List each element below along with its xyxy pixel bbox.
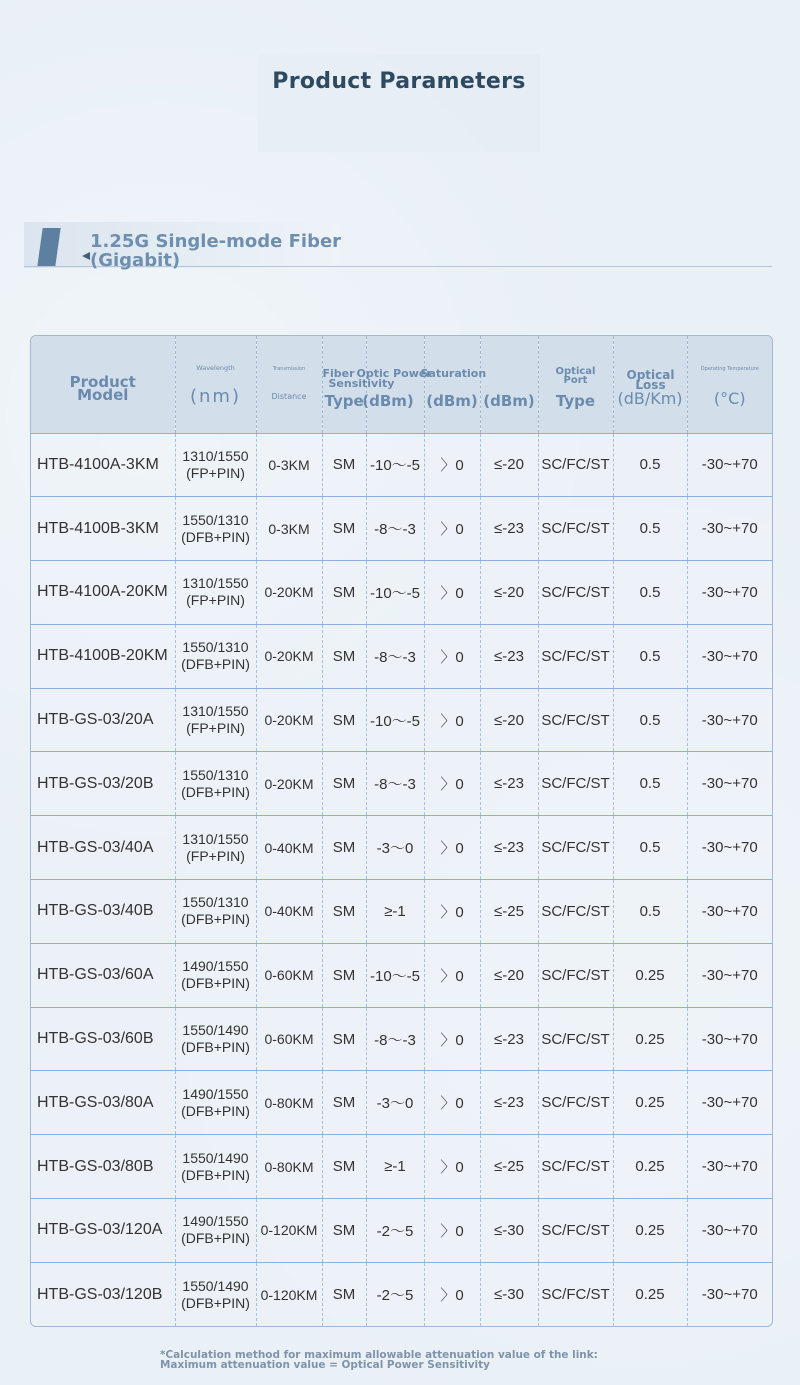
header-fiber-type: Fiber Type: [322, 336, 366, 433]
temperature-cell: -30~+70: [687, 561, 772, 625]
header-sensitivity: (dBm): [480, 336, 538, 433]
distance-cell: 0-20KM: [256, 624, 322, 688]
table-row: [31, 880, 772, 944]
saturation-cell: 〉0: [424, 1262, 480, 1326]
optical-port-cell: SC/FC/ST: [538, 1071, 613, 1135]
saturation-cell: 〉0: [424, 880, 480, 944]
model-cell: HTB-4100A-3KM: [37, 455, 159, 473]
optic-power-cell: -8～-3: [366, 497, 424, 561]
saturation-cell: 〉0: [424, 943, 480, 1007]
table-row: [31, 943, 772, 1007]
temperature-cell: -30~+70: [687, 688, 772, 752]
header-wavelength: Wavelength (nm): [175, 336, 256, 433]
model-cell: HTB-GS-03/80A: [37, 1093, 154, 1111]
sensitivity-cell: ≤-25: [480, 880, 538, 944]
wavelength-cell: [175, 1135, 256, 1199]
sensitivity-cell: ≤-23: [480, 1071, 538, 1135]
laser-type: (DFB+PIN): [181, 528, 250, 545]
model-cell: HTB-GS-03/40A: [37, 838, 154, 856]
fiber-type-cell: SM: [322, 433, 366, 497]
wavelength-value: 1550/1310: [182, 639, 249, 656]
temperature-cell: -30~+70: [687, 1071, 772, 1135]
sensitivity-cell: ≤-20: [480, 688, 538, 752]
parameters-table-container: [30, 335, 773, 1327]
temperature-cell: -30~+70: [687, 1262, 772, 1326]
header-saturation: Saturation (dBm): [424, 336, 480, 433]
optical-loss-cell: 0.5: [613, 880, 687, 944]
fiber-type-cell: SM: [322, 624, 366, 688]
section-title: 1.25G Single-mode Fiber (Gigabit): [90, 231, 342, 271]
wavelength-value: 1490/1550: [182, 958, 249, 975]
model-cell: HTB-4100B-3KM: [37, 519, 159, 537]
temperature-cell: -30~+70: [687, 1135, 772, 1199]
optical-port-cell: SC/FC/ST: [538, 561, 613, 625]
page-title: Product Parameters: [272, 68, 526, 94]
optic-power-cell: -10～-5: [366, 688, 424, 752]
optical-port-cell: SC/FC/ST: [538, 688, 613, 752]
table-row: [31, 816, 772, 880]
optic-power-cell: -8～-3: [366, 1007, 424, 1071]
temperature-cell: -30~+70: [687, 497, 772, 561]
table-body: [31, 433, 772, 1326]
optic-power-cell: -10～-5: [366, 943, 424, 1007]
wavelength-cell: [175, 1262, 256, 1326]
parameters-table: [31, 336, 772, 1326]
optical-port-cell: SC/FC/ST: [538, 880, 613, 944]
sensitivity-cell: ≤-25: [480, 1135, 538, 1199]
distance-cell: 0-80KM: [256, 1135, 322, 1199]
optical-loss-cell: 0.25: [613, 1135, 687, 1199]
wavelength-value: 1550/1490: [182, 1277, 249, 1294]
fiber-type-cell: SM: [322, 816, 366, 880]
table-row: [31, 624, 772, 688]
fiber-type-cell: SM: [322, 1199, 366, 1263]
page-title-banner: [258, 54, 540, 152]
optical-port-cell: SC/FC/ST: [538, 1262, 613, 1326]
saturation-cell: 〉0: [424, 1007, 480, 1071]
fiber-type-cell: SM: [322, 497, 366, 561]
laser-type: (DFB+PIN): [181, 1230, 250, 1247]
fiber-type-cell: SM: [322, 1071, 366, 1135]
model-cell: HTB-4100A-20KM: [37, 583, 168, 601]
optic-power-cell: -10～-5: [366, 561, 424, 625]
optical-port-cell: SC/FC/ST: [538, 943, 613, 1007]
sensitivity-cell: ≤-30: [480, 1262, 538, 1326]
wavelength-cell: [175, 1071, 256, 1135]
wavelength-cell: [175, 497, 256, 561]
distance-cell: 0-80KM: [256, 1071, 322, 1135]
fiber-type-cell: SM: [322, 880, 366, 944]
wavelength-cell: [175, 943, 256, 1007]
wavelength-value: 1310/1550: [182, 575, 249, 592]
wavelength-value: 1490/1550: [182, 1085, 249, 1102]
fiber-type-cell: SM: [322, 1135, 366, 1199]
table-row: [31, 497, 772, 561]
distance-cell: 0-40KM: [256, 880, 322, 944]
optical-loss-cell: 0.5: [613, 497, 687, 561]
distance-cell: 0-60KM: [256, 1007, 322, 1071]
wavelength-cell: [175, 1199, 256, 1263]
fiber-type-cell: SM: [322, 1007, 366, 1071]
wavelength-cell: [175, 880, 256, 944]
sensitivity-cell: ≤-23: [480, 497, 538, 561]
distance-cell: 0-120KM: [256, 1199, 322, 1263]
model-cell: HTB-GS-03/40B: [37, 902, 154, 920]
header-operating-temperature: Operating Temperature (°C): [687, 336, 772, 433]
table-row: [31, 561, 772, 625]
optical-loss-cell: 0.25: [613, 1007, 687, 1071]
optic-power-cell: -2～5: [366, 1199, 424, 1263]
wavelength-cell: [175, 688, 256, 752]
distance-cell: 0-3KM: [256, 497, 322, 561]
table-row: [31, 1007, 772, 1071]
optical-loss-cell: 0.5: [613, 816, 687, 880]
table-row: [31, 1199, 772, 1263]
header-transmission-distance: Transmission Distance: [256, 336, 322, 433]
laser-type: (DFB+PIN): [181, 1294, 250, 1311]
distance-cell: 0-20KM: [256, 561, 322, 625]
optical-loss-cell: 0.5: [613, 624, 687, 688]
optical-port-cell: SC/FC/ST: [538, 497, 613, 561]
model-cell: HTB-GS-03/120A: [37, 1221, 163, 1239]
temperature-cell: -30~+70: [687, 752, 772, 816]
optical-loss-cell: 0.5: [613, 752, 687, 816]
model-cell: HTB-GS-03/60A: [37, 966, 154, 984]
header-product-model: Product Model: [69, 373, 136, 405]
table-row: [31, 752, 772, 816]
saturation-cell: 〉0: [424, 624, 480, 688]
distance-cell: 0-60KM: [256, 943, 322, 1007]
table-row: [31, 1135, 772, 1199]
table-row: [31, 433, 772, 497]
saturation-cell: 〉0: [424, 497, 480, 561]
temperature-cell: -30~+70: [687, 816, 772, 880]
laser-type: (DFB+PIN): [181, 911, 250, 928]
wavelength-value: 1310/1550: [182, 447, 249, 464]
saturation-cell: 〉0: [424, 433, 480, 497]
wavelength-value: 1550/1310: [182, 511, 249, 528]
saturation-cell: 〉0: [424, 688, 480, 752]
optical-port-cell: SC/FC/ST: [538, 1135, 613, 1199]
wavelength-value: 1550/1490: [182, 1149, 249, 1166]
optic-power-cell: -3～0: [366, 1071, 424, 1135]
header-optical-port: Optical Port Type: [538, 336, 613, 433]
wavelength-cell: [175, 624, 256, 688]
wavelength-cell: [175, 433, 256, 497]
temperature-cell: -30~+70: [687, 880, 772, 944]
optical-loss-cell: 0.5: [613, 433, 687, 497]
optic-power-cell: -2～5: [366, 1262, 424, 1326]
distance-cell: 0-20KM: [256, 688, 322, 752]
optical-port-cell: SC/FC/ST: [538, 1199, 613, 1263]
distance-cell: 0-3KM: [256, 433, 322, 497]
sensitivity-cell: ≤-23: [480, 1007, 538, 1071]
model-cell: HTB-4100B-20KM: [37, 647, 168, 665]
header-optic-power: Optic Power Sensitivity (dBm): [366, 336, 424, 433]
model-cell: HTB-GS-03/120B: [37, 1285, 163, 1303]
fiber-type-cell: SM: [322, 688, 366, 752]
laser-type: (DFB+PIN): [181, 1039, 250, 1056]
header-optical-loss: Optical Loss (dB/Km): [613, 336, 687, 433]
laser-type: (DFB+PIN): [181, 656, 250, 673]
table-row: [31, 1071, 772, 1135]
saturation-cell: 〉0: [424, 1199, 480, 1263]
laser-type: (FP+PIN): [186, 847, 245, 864]
model-cell: HTB-GS-03/60B: [37, 1030, 154, 1048]
temperature-cell: -30~+70: [687, 433, 772, 497]
sensitivity-cell: ≤-30: [480, 1199, 538, 1263]
wavelength-value: 1310/1550: [182, 830, 249, 847]
triangle-bullet-icon: [82, 252, 90, 260]
wavelength-value: 1310/1550: [182, 703, 249, 720]
temperature-cell: -30~+70: [687, 1199, 772, 1263]
sensitivity-cell: ≤-20: [480, 561, 538, 625]
saturation-cell: 〉0: [424, 752, 480, 816]
wavelength-value: 1550/1490: [182, 1022, 249, 1039]
distance-cell: 0-120KM: [256, 1262, 322, 1326]
optical-port-cell: SC/FC/ST: [538, 752, 613, 816]
optical-loss-cell: 0.25: [613, 943, 687, 1007]
wavelength-value: 1550/1310: [182, 894, 249, 911]
optic-power-cell: -10～-5: [366, 433, 424, 497]
table-header-row: [31, 336, 772, 433]
laser-type: (FP+PIN): [186, 720, 245, 737]
laser-type: (FP+PIN): [186, 464, 245, 481]
laser-type: (DFB+PIN): [181, 975, 250, 992]
wavelength-value: 1490/1550: [182, 1213, 249, 1230]
optic-power-cell: -8～-3: [366, 624, 424, 688]
laser-type: (DFB+PIN): [181, 1102, 250, 1119]
temperature-cell: -30~+70: [687, 943, 772, 1007]
optic-power-cell: -8～-3: [366, 752, 424, 816]
table-row: [31, 1262, 772, 1326]
optical-loss-cell: 0.25: [613, 1199, 687, 1263]
wavelength-value: 1550/1310: [182, 766, 249, 783]
wavelength-cell: [175, 752, 256, 816]
model-cell: HTB-GS-03/20A: [37, 711, 154, 729]
sensitivity-cell: ≤-23: [480, 752, 538, 816]
optical-port-cell: SC/FC/ST: [538, 816, 613, 880]
wavelength-cell: [175, 816, 256, 880]
distance-cell: 0-20KM: [256, 752, 322, 816]
model-cell: HTB-GS-03/20B: [37, 774, 154, 792]
optic-power-cell: -3～0: [366, 816, 424, 880]
optical-loss-cell: 0.25: [613, 1262, 687, 1326]
table-row: [31, 688, 772, 752]
saturation-cell: 〉0: [424, 1071, 480, 1135]
footnote: *Calculation method for maximum allowable attenuation value of the link: Maximum attenuation value = Optical Power Sensitivity: [160, 1348, 598, 1371]
sensitivity-cell: ≤-20: [480, 943, 538, 1007]
optical-port-cell: SC/FC/ST: [538, 433, 613, 497]
fiber-type-cell: SM: [322, 943, 366, 1007]
optical-loss-cell: 0.25: [613, 1071, 687, 1135]
saturation-cell: 〉0: [424, 1135, 480, 1199]
model-cell: HTB-GS-03/80B: [37, 1157, 154, 1175]
saturation-cell: 〉0: [424, 816, 480, 880]
optic-power-cell: ≥-1: [366, 1135, 424, 1199]
laser-type: (FP+PIN): [186, 592, 245, 609]
wavelength-cell: [175, 561, 256, 625]
optical-loss-cell: 0.5: [613, 688, 687, 752]
sensitivity-cell: ≤-20: [480, 433, 538, 497]
optical-loss-cell: 0.5: [613, 561, 687, 625]
distance-cell: 0-40KM: [256, 816, 322, 880]
laser-type: (DFB+PIN): [181, 1166, 250, 1183]
laser-type: (DFB+PIN): [181, 783, 250, 800]
sensitivity-cell: ≤-23: [480, 816, 538, 880]
temperature-cell: -30~+70: [687, 624, 772, 688]
temperature-cell: -30~+70: [687, 1007, 772, 1071]
wavelength-cell: [175, 1007, 256, 1071]
fiber-type-cell: SM: [322, 752, 366, 816]
saturation-cell: 〉0: [424, 561, 480, 625]
sensitivity-cell: ≤-23: [480, 624, 538, 688]
fiber-type-cell: SM: [322, 561, 366, 625]
optical-port-cell: SC/FC/ST: [538, 1007, 613, 1071]
optic-power-cell: ≥-1: [366, 880, 424, 944]
fiber-type-cell: SM: [322, 1262, 366, 1326]
optical-port-cell: SC/FC/ST: [538, 624, 613, 688]
